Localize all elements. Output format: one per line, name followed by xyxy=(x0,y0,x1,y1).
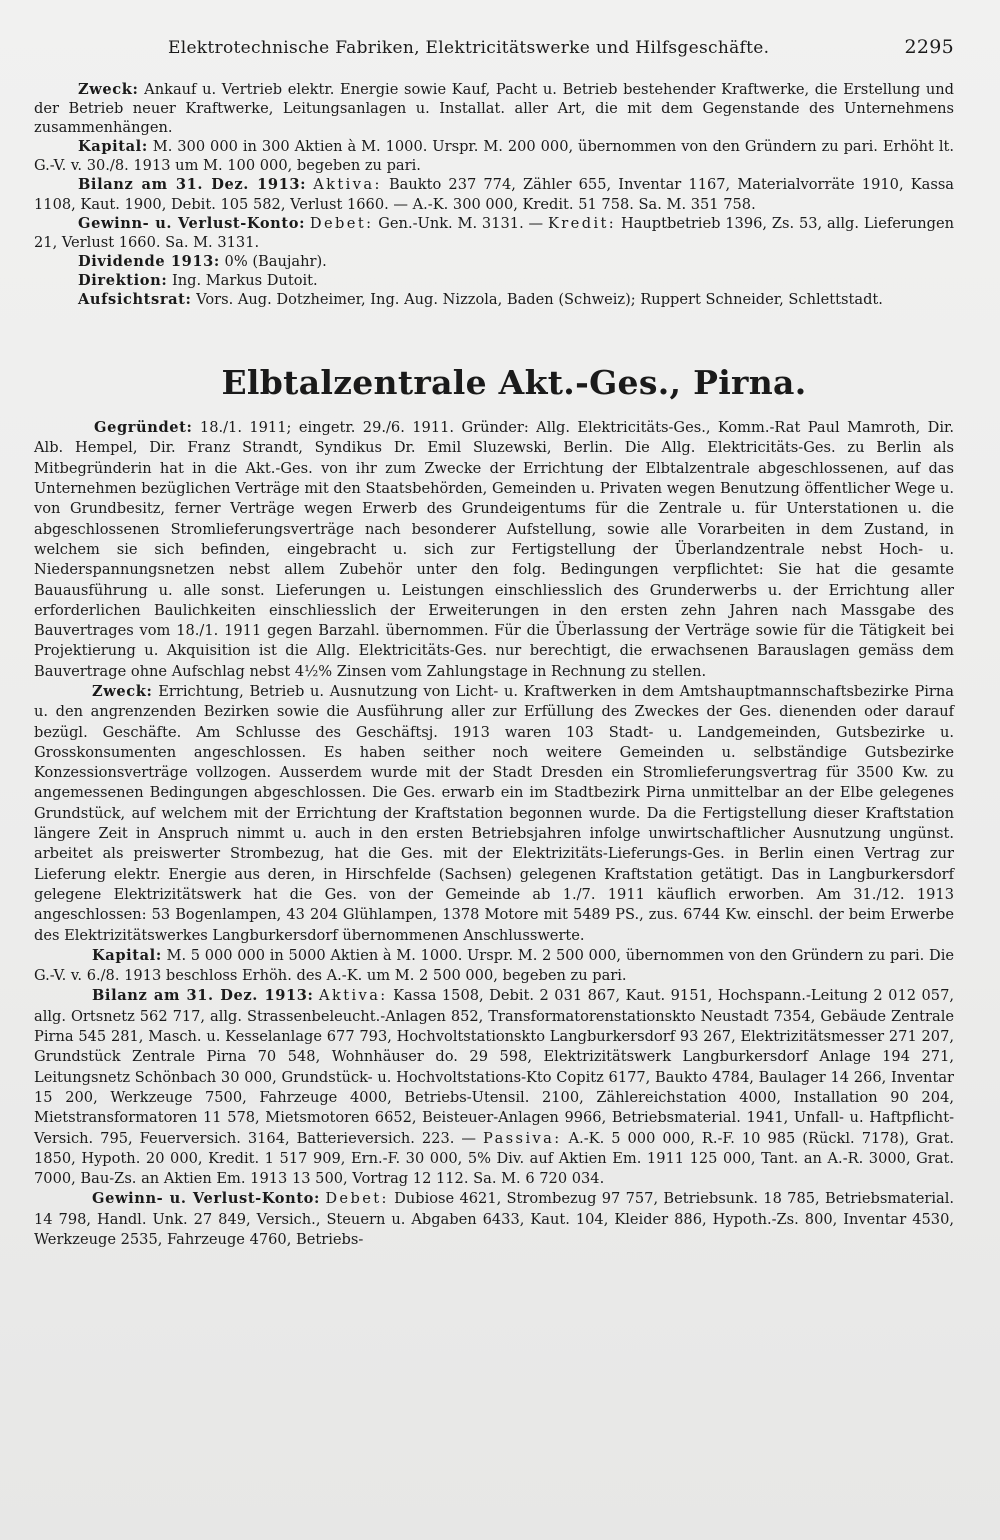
company-bilanz-text-2: A.-K. 5 000 000, R.-F. 10 985 (Rückl. 7178), Grat. 1850, Hypoth. 20 000, Kredit. 1 517 909, Ern.-F. 30 000, 5% Div. auf Aktien Em. 1911 125 000, Tant. an A.-R. 3000, Grat. 7000, Bau-Zs. an Aktien Em. 1913 13 500, Vortrag 12 112. Sa. M. 6 720 034. xyxy=(34,1129,954,1188)
company-kapital-text: M. 5 000 000 in 5000 Aktien à M. 1000. Urspr. M. 2 500 000, übernommen von den Gründern zu pari. Die G.-V. v. 6./8. 1913 beschloss Erhöh. des A.-K. um M. 2 500 000, begeben zu pari. xyxy=(34,946,954,985)
company-entry xyxy=(34,418,954,1250)
direktion-paragraph xyxy=(34,271,954,290)
dividende-paragraph xyxy=(34,252,954,271)
company-zweck-text: Errichtung, Betrieb u. Ausnutzung von Licht- u. Kraftwerken in dem Amtshauptmannschaftsbezirke Pirna u. den angrenzenden Bezirken sowie die Ausführung aller zur Erfüllung des Zweckes der Ges. dienenden oder darauf bezügl. Geschäfte. Am Schlusse des Geschäftsj. 1913 waren 103 Stadt- u. Landgemeinden, Gutsbezirke u. Grosskonsumenten angeschlossen. Es haben seither noch weitere Gemeinden u. selbständige Gutsbezirke Konzessionsverträge vollzogen. Ausserdem wurde mit der Stadt Dresden ein Stromlieferungsvertrag für 3500 Kw. zu angemessenen Bedingungen abgeschlossen. Die Ges. erwarb ein im Stadtbezirk Pirna unmittelbar an der Elbe gelegenes Grundstück, auf welchem mit der Errichtung der Kraftstation begonnen wurde. Da die Fertigstellung dieser Kraftstation längere Zeit in Anspruch nimmt u. auch in den ersten Betriebsjahren infolge unwirtschaftlicher Ausnutzung ungünst. arbeitet als preiswerter Strombezug, hat die Ges. mit der Elektrizitäts-Lieferungs-Ges. in Berlin einen Vertrag zur Lieferung elektr. Energie aus deren, in Hirschfelde (Sachsen) gelegenen Kraftstation getätigt. Das in Langburkersdorf gelegene Elektrizitätswerk hat die Ges. von der Gemeinde ab 1./7. 1911 käuflich erworben. Am 31./12. 1913 angeschlossen: 53 Bogenlampen, 43 204 Glühlampen, 1378 Motore mit 5489 PS., zus. 6744 Kw. einschl. der beim Erwerbe des Elektrizitätswerkes Langburkersdorf übernommenen Anschlusswerte. xyxy=(34,682,955,944)
company-zweck-paragraph xyxy=(34,682,954,946)
gegruendet-paragraph xyxy=(34,418,954,682)
aufsichtsrat-paragraph xyxy=(34,290,954,309)
gegruendet-text: 18./1. 1911; eingetr. 29./6. 1911. Gründer: Allg. Elektricitäts-Ges., Komm.-Rat Paul Mamroth, Dir. Alb. Hempel, Dir. Franz Strandt, Syndikus Dr. Emil Sluzewski, Berlin. Die Allg. Elektricitäts-Ges. zu Berlin als Mitbegründerin hat in die Akt.-Ges. von ihr zum Zwecke der Errichtung der Elbtalzentrale abgeschlossenen, auf das Unternehmen bezüglichen Verträge mit den Staatsbehörden, Gemeinden u. Privaten wegen Benutzung öffentlicher Wege u. von Grundbesitz, ferner Verträge wegen Erwerb des Grundeigentums für die Zentrale u. für Unterstationen u. die abgeschlossenen Stromlieferungsverträge nach besonderer Aufstellung, sowie alle Vorarbeiten in dem Zustand, in welchem sie sich befinden, eingebracht u. sich zur Fertigstellung der Überlandzentrale nebst Hoch- u. Niederspannungsnetzen nebst allem Zubehör unter den folg. Bedingungen verpflichtet: Sie hat die gesamte Bauausführung u. alle sonst. Lieferungen u. Leistungen einschliesslich des Grunderwerbs u. der Errichtung aller erforderlichen Baulichkeiten einschliesslich der Erweiterungen in den ersten zehn Jahren nach Massgabe des Bauvertrages vom 18./1. 1911 gegen Barzahl. übernommen. Für die Überlassung der Verträge sowie für die Tätigkeit bei Projektierung u. Akquisition ist die Allg. Elektricitäts-Ges. nur berechtigt, die erwachsenen Barauslagen gemäss dem Bauvertrage ohne Aufschlag nebst 4½% Zinsen vom Zahlungstage in Rechnung zu stellen. xyxy=(34,419,954,680)
aufsichtsrat-label: Aufsichtsrat: xyxy=(78,291,192,309)
dividende-text: 0% (Baujahr). xyxy=(224,252,327,270)
previous-company-entry xyxy=(34,80,954,309)
company-kapital-label: Kapital: xyxy=(92,946,162,964)
bilanz-paragraph xyxy=(34,175,954,213)
zweck-text: Ankauf u. Vertrieb elektr. Energie sowie Kauf, Pacht u. Betrieb bestehender Kraftwerke, die Erstellung und der Betrieb neuer Kraftwerke, Leitungsanlagen u. Installat. aller Art, die mit dem Gegenstande des Unternehmens zusammenhängen. xyxy=(34,81,954,137)
company-bilanz-text-1: Kassa 1508, Debit. 2 031 867, Kaut. 9151, Hochspann.-Leitung 2 012 057, allg. Ortsnetz 562 717, allg. Strassenbeleucht.-Anlagen 852, Transformatorenstationskto Neustadt 7354, Gebäude Zentrale Pirna 545 281, Masch. u. Kesselanlage 677 793, Hochvoltstationskto Langburkersdorf 93 267, Elektrizitätsmesser 271 207, Grundstück Zentrale Pirna 70 548, Wohnhäuser do. 29 598, Elektrizitätswerk Langburkersdorf Anlage 194 271, Leitungsnetz Schönbach 30 000, Grundstück- u. Hochvoltstations-Kto Copitz 6177, Baukto 4784, Baulager 14 266, Inventar 15 200, Werkzeuge 7500, Fahrzeuge 4000, Betriebs-Utensil. 2100, Zählereichstation 4000, Installation 90 204, Mietstransformatoren 11 578, Mietsmotoren 6652, Beisteuer-Anlagen 9966, Betriebsmaterial. 1941, Unfall- u. Haftpflicht-Versich. 795, Feuerversich. 3164, Batterieversich. 223. — xyxy=(34,987,954,1147)
gewinn-text-1: Gen.-Unk. M. 3131. — xyxy=(378,214,544,232)
company-bilanz-aktiva-label: Aktiva: xyxy=(319,987,388,1005)
company-gewinn-paragraph xyxy=(34,1189,954,1250)
zweck-label: Zweck: xyxy=(78,81,139,98)
bilanz-aktiva-label: Aktiva: xyxy=(313,176,382,194)
header-title: Elektrotechnische Fabriken, Elektricitätswerke und Hilfsgeschäfte. xyxy=(168,38,770,58)
company-gewinn-label: Gewinn- u. Verlust-Konto: xyxy=(92,1190,321,1208)
zweck-paragraph xyxy=(34,80,954,137)
company-zweck-label: Zweck: xyxy=(92,682,153,700)
gewinn-text-2: Hauptbetrieb 1396, Zs. 53, allg. Lieferungen 21, Verlust 1660. Sa. M. 3131. xyxy=(34,214,955,251)
kapital-label: Kapital: xyxy=(78,138,148,156)
gegruendet-label: Gegründet: xyxy=(94,419,193,437)
company-title: Elbtalzentrale Akt.-Ges., Pirna. xyxy=(221,363,807,403)
bilanz-label: Bilanz am 31. Dez. 1913: xyxy=(78,176,307,194)
page-number: 2295 xyxy=(904,36,954,58)
company-bilanz-paragraph xyxy=(34,986,954,1189)
running-header xyxy=(34,36,954,62)
company-bilanz-label: Bilanz am 31. Dez. 1913: xyxy=(92,987,314,1005)
company-bilanz-passiva-label: Passiva: xyxy=(483,1129,562,1147)
direktion-label: Direktion: xyxy=(78,271,168,289)
company-kapital-paragraph xyxy=(34,946,954,987)
bilanz-text: Baukto 237 774, Zähler 655, Inventar 1167, Materialvorräte 1910, Kassa 1108, Kaut. 1900, Debit. 105 582, Verlust 1660. — A.-K. 300 000, Kredit. 51 758. Sa. M. 351 758. xyxy=(34,176,955,213)
gewinn-label: Gewinn- u. Verlust-Konto: xyxy=(78,214,306,232)
direktion-text: Ing. Markus Dutoit. xyxy=(171,271,318,289)
gewinn-debet-label: Debet: xyxy=(309,214,374,232)
company-gewinn-debet-label: Debet: xyxy=(325,1190,389,1208)
dividende-label: Dividende 1913: xyxy=(78,252,220,270)
kapital-paragraph xyxy=(34,137,954,175)
gewinn-paragraph xyxy=(34,214,954,252)
gewinn-kredit-label: Kredit: xyxy=(547,214,617,232)
company-gewinn-text: Dubiose 4621, Strombezug 97 757, Betriebsunk. 18 785, Betriebsmaterial. 14 798, Handl. Unk. 27 849, Versich., Steuern u. Abgaben 6433, Kaut. 104, Kleider 886, Hypoth.-Zs. 800, Inventar 4530, Werkzeuge 2535, Fahrzeuge 4760, Betriebs- xyxy=(34,1190,955,1248)
kapital-text: M. 300 000 in 300 Aktien à M. 1000. Urspr. M. 200 000, übernommen von den Gründern zu pari. Erhöht lt. G.-V. v. 30./8. 1913 um M. 100 000, begeben zu pari. xyxy=(34,138,955,175)
aufsichtsrat-text: Vors. Aug. Dotzheimer, Ing. Aug. Nizzola, Baden (Schweiz); Ruppert Schneider, Schlettstadt. xyxy=(196,291,883,309)
